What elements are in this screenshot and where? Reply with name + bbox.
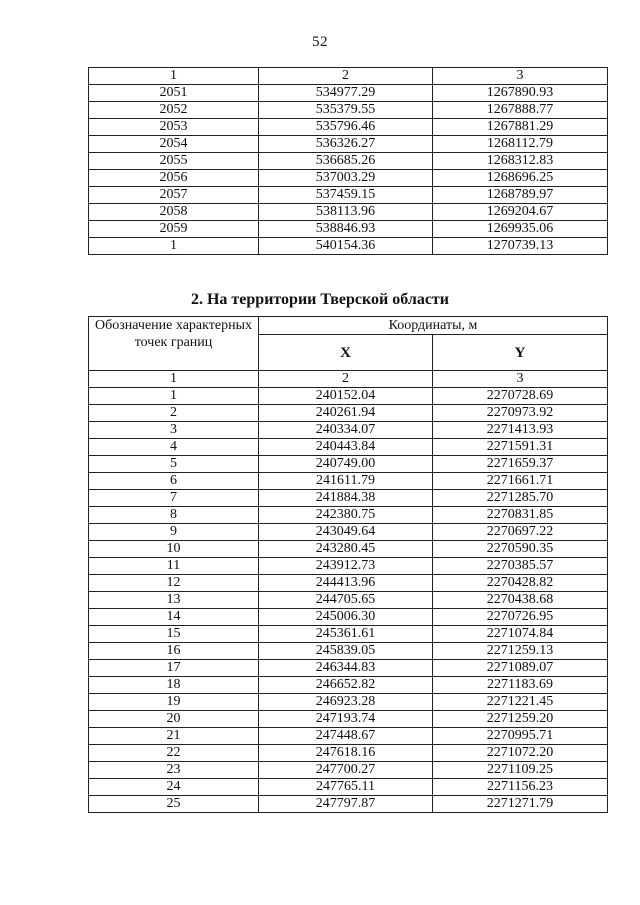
y-coordinate-cell: 2271072.20: [433, 745, 608, 762]
y-coordinate-cell: 2271413.93: [433, 422, 608, 439]
table-row: [89, 745, 608, 762]
table-row: [89, 779, 608, 796]
y-coordinate-cell: 2271271.79: [433, 796, 608, 813]
tver-coordinates-table: [88, 316, 608, 813]
point-number-cell: 2055: [89, 153, 259, 170]
table-row: [89, 405, 608, 422]
x-coordinate-cell: 240261.94: [259, 405, 433, 422]
x-coordinate-cell: 246652.82: [259, 677, 433, 694]
x-coordinate-cell: 243280.45: [259, 541, 433, 558]
x-coordinate-cell: 247448.67: [259, 728, 433, 745]
x-coordinate-cell: 538846.93: [259, 221, 433, 238]
point-number-cell: 2056: [89, 170, 259, 187]
table-row: [89, 490, 608, 507]
table-row: [89, 473, 608, 490]
y-coordinate-cell: 2271109.25: [433, 762, 608, 779]
y-coordinate-cell: 1270739.13: [433, 238, 608, 255]
x-coordinate-cell: 245361.61: [259, 626, 433, 643]
table-row: [89, 677, 608, 694]
x-coordinate-cell: 534977.29: [259, 85, 433, 102]
coordinates-header: Координаты, м: [259, 317, 608, 335]
point-number-cell: 17: [89, 660, 259, 677]
x-coordinate-cell: 241884.38: [259, 490, 433, 507]
table-row: [89, 153, 608, 170]
column-number-row: [89, 371, 608, 388]
y-coordinate-cell: 1267890.93: [433, 85, 608, 102]
y-coordinate-cell: 1268789.97: [433, 187, 608, 204]
point-number-cell: 14: [89, 609, 259, 626]
table-row: [89, 238, 608, 255]
x-coordinate-cell: 240334.07: [259, 422, 433, 439]
y-coordinate-cell: 2271221.45: [433, 694, 608, 711]
y-coordinate-cell: 2270385.57: [433, 558, 608, 575]
x-coordinate-cell: 240749.00: [259, 456, 433, 473]
x-coordinate-cell: 244705.65: [259, 592, 433, 609]
x-coordinate-cell: 244413.96: [259, 575, 433, 592]
x-coordinate-cell: 538113.96: [259, 204, 433, 221]
point-number-cell: 5: [89, 456, 259, 473]
section-title: 2. На территории Тверской области: [190, 291, 449, 308]
y-coordinate-cell: 2271591.31: [433, 439, 608, 456]
table-row: [89, 609, 608, 626]
point-number-cell: 6: [89, 473, 259, 490]
table-row: [89, 85, 608, 102]
point-number-cell: 2054: [89, 136, 259, 153]
table-row: [89, 439, 608, 456]
point-number-cell: 4: [89, 439, 259, 456]
y-coordinate-cell: 2270726.95: [433, 609, 608, 626]
x-coordinate-cell: 245006.30: [259, 609, 433, 626]
x-coordinate-cell: 246344.83: [259, 660, 433, 677]
y-coordinate-cell: 2270973.92: [433, 405, 608, 422]
x-coordinate-cell: 247797.87: [259, 796, 433, 813]
column-number-3: 3: [433, 68, 608, 85]
column-number-row: [89, 68, 608, 85]
table-row: [89, 524, 608, 541]
y-coordinate-cell: 1269204.67: [433, 204, 608, 221]
table-row: [89, 643, 608, 660]
x-coordinate-cell: 242380.75: [259, 507, 433, 524]
x-coordinate-cell: 243049.64: [259, 524, 433, 541]
point-number-cell: 2053: [89, 119, 259, 136]
y-coordinate-cell: 1269935.06: [433, 221, 608, 238]
y-coordinate-cell: 2271285.70: [433, 490, 608, 507]
table-row: [89, 221, 608, 238]
x-coordinate-cell: 537459.15: [259, 187, 433, 204]
header-row-top: [89, 317, 608, 335]
table-row: [89, 170, 608, 187]
point-number-cell: 2051: [89, 85, 259, 102]
table-row: [89, 796, 608, 813]
table-row: [89, 204, 608, 221]
table-row: [89, 187, 608, 204]
x-coordinate-cell: 247765.11: [259, 779, 433, 796]
column-number-2: 2: [259, 68, 433, 85]
y-coordinate-cell: 2270590.35: [433, 541, 608, 558]
column-number-3: 3: [433, 371, 608, 388]
x-coordinate-cell: 240443.84: [259, 439, 433, 456]
table-row: [89, 558, 608, 575]
point-number-cell: 25: [89, 796, 259, 813]
point-number-cell: 20: [89, 711, 259, 728]
y-coordinate-cell: 2271659.37: [433, 456, 608, 473]
point-number-cell: 19: [89, 694, 259, 711]
point-number-cell: 16: [89, 643, 259, 660]
x-coordinate-cell: 241611.79: [259, 473, 433, 490]
x-header: X: [259, 335, 433, 371]
column-number-1: 1: [89, 371, 259, 388]
point-number-cell: 9: [89, 524, 259, 541]
y-coordinate-cell: 1267881.29: [433, 119, 608, 136]
table-row: [89, 102, 608, 119]
x-coordinate-cell: 247618.16: [259, 745, 433, 762]
point-number-cell: 1: [89, 388, 259, 405]
y-coordinate-cell: 2271259.20: [433, 711, 608, 728]
table-row: [89, 422, 608, 439]
point-number-cell: 15: [89, 626, 259, 643]
x-coordinate-cell: 243912.73: [259, 558, 433, 575]
table-row: [89, 711, 608, 728]
point-number-cell: 2057: [89, 187, 259, 204]
x-coordinate-cell: 535796.46: [259, 119, 433, 136]
point-number-cell: 23: [89, 762, 259, 779]
designation-header: Обозначение характерных точек границ: [89, 317, 259, 371]
point-number-cell: 2052: [89, 102, 259, 119]
point-number-cell: 21: [89, 728, 259, 745]
y-coordinate-cell: 1268312.83: [433, 153, 608, 170]
x-coordinate-cell: 245839.05: [259, 643, 433, 660]
point-number-cell: 2058: [89, 204, 259, 221]
y-coordinate-cell: 2271661.71: [433, 473, 608, 490]
point-number-cell: 12: [89, 575, 259, 592]
x-coordinate-cell: 240152.04: [259, 388, 433, 405]
table-row: [89, 119, 608, 136]
point-number-cell: 7: [89, 490, 259, 507]
table-row: [89, 762, 608, 779]
point-number-cell: 11: [89, 558, 259, 575]
x-coordinate-cell: 537003.29: [259, 170, 433, 187]
y-coordinate-cell: 1268696.25: [433, 170, 608, 187]
point-number-cell: 1: [89, 238, 259, 255]
table-row: [89, 388, 608, 405]
coordinates-table-continued: [88, 67, 608, 255]
x-coordinate-cell: 540154.36: [259, 238, 433, 255]
y-coordinate-cell: 2270438.68: [433, 592, 608, 609]
x-coordinate-cell: 247193.74: [259, 711, 433, 728]
y-coordinate-cell: 2270697.22: [433, 524, 608, 541]
point-number-cell: 24: [89, 779, 259, 796]
x-coordinate-cell: 247700.27: [259, 762, 433, 779]
column-number-2: 2: [259, 371, 433, 388]
y-coordinate-cell: 2270831.85: [433, 507, 608, 524]
y-coordinate-cell: 2271089.07: [433, 660, 608, 677]
column-number-1: 1: [89, 68, 259, 85]
table-row: [89, 626, 608, 643]
y-coordinate-cell: 2270428.82: [433, 575, 608, 592]
y-coordinate-cell: 2271156.23: [433, 779, 608, 796]
x-coordinate-cell: 536326.27: [259, 136, 433, 153]
y-coordinate-cell: 1267888.77: [433, 102, 608, 119]
page-number: 52: [312, 34, 328, 50]
point-number-cell: 8: [89, 507, 259, 524]
y-coordinate-cell: 2271259.13: [433, 643, 608, 660]
point-number-cell: 2059: [89, 221, 259, 238]
point-number-cell: 3: [89, 422, 259, 439]
point-number-cell: 18: [89, 677, 259, 694]
point-number-cell: 13: [89, 592, 259, 609]
y-coordinate-cell: 2271074.84: [433, 626, 608, 643]
table-row: [89, 456, 608, 473]
y-header: Y: [433, 335, 608, 371]
x-coordinate-cell: 246923.28: [259, 694, 433, 711]
y-coordinate-cell: 2271183.69: [433, 677, 608, 694]
y-coordinate-cell: 1268112.79: [433, 136, 608, 153]
point-number-cell: 10: [89, 541, 259, 558]
table-row: [89, 507, 608, 524]
point-number-cell: 2: [89, 405, 259, 422]
table-row: [89, 136, 608, 153]
x-coordinate-cell: 535379.55: [259, 102, 433, 119]
table-row: [89, 728, 608, 745]
x-coordinate-cell: 536685.26: [259, 153, 433, 170]
y-coordinate-cell: 2270995.71: [433, 728, 608, 745]
table-row: [89, 592, 608, 609]
table-row: [89, 694, 608, 711]
table-row: [89, 575, 608, 592]
point-number-cell: 22: [89, 745, 259, 762]
table-row: [89, 660, 608, 677]
table-row: [89, 541, 608, 558]
y-coordinate-cell: 2270728.69: [433, 388, 608, 405]
